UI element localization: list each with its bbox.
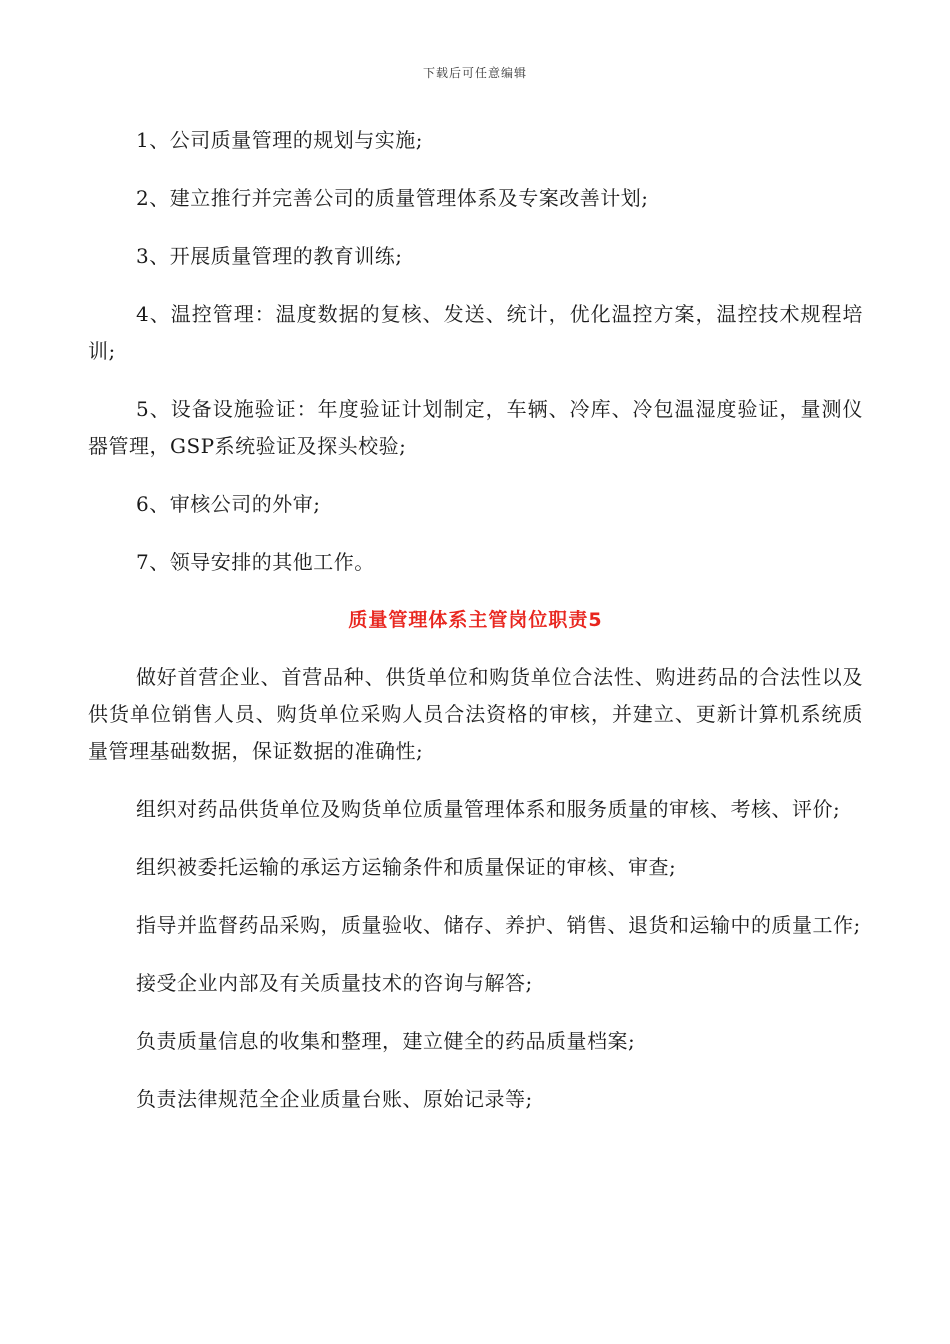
list-item-3: 3、开展质量管理的教育训练; <box>136 244 403 268</box>
section-paragraph-4: 指导并监督药品采购，质量验收、储存、养护、销售、退货和运输中的质量工作; <box>136 913 861 937</box>
section-paragraph-5: 接受企业内部及有关质量技术的咨询与解答; <box>136 971 533 995</box>
section-paragraph-3: 组织被委托运输的承运方运输条件和质量保证的审核、审查; <box>136 855 677 879</box>
list-item-1: 1、公司质量管理的规划与实施; <box>136 128 423 152</box>
list-item-6: 6、审核公司的外审; <box>136 492 321 516</box>
list-item-7: 7、领导安排的其他工作。 <box>136 550 375 574</box>
list-item-5: 5、设备设施验证：年度验证计划制定，车辆、冷库、冷包温湿度验证，量测仪器管理，GSP系统验证及探头校验; <box>88 397 863 458</box>
list-item-4: 4、温控管理：温度数据的复核、发送、统计，优化温控方案，温控技术规程培训; <box>88 302 863 363</box>
section-paragraph-6: 负责质量信息的收集和整理，建立健全的药品质量档案; <box>136 1029 636 1053</box>
page-header-note: 下载后可任意编辑 <box>422 66 527 80</box>
list-item-2: 2、建立推行并完善公司的质量管理体系及专案改善计划; <box>136 186 649 210</box>
section-paragraph-1: 做好首营企业、首营品种、供货单位和购货单位合法性、购进药品的合法性以及供货单位销售人员、购货单位采购人员合法资格的审核，并建立、更新计算机系统质量管理基础数据，保证数据的准确性; <box>88 665 863 763</box>
document-body <box>88 122 863 1118</box>
section-paragraph-2: 组织对药品供货单位及购货单位质量管理体系和服务质量的审核、考核、评价; <box>136 797 841 821</box>
section-title: 质量管理体系主管岗位职责5 <box>348 609 603 631</box>
section-paragraph-7: 负责法律规范全企业质量台账、原始记录等; <box>136 1087 533 1111</box>
